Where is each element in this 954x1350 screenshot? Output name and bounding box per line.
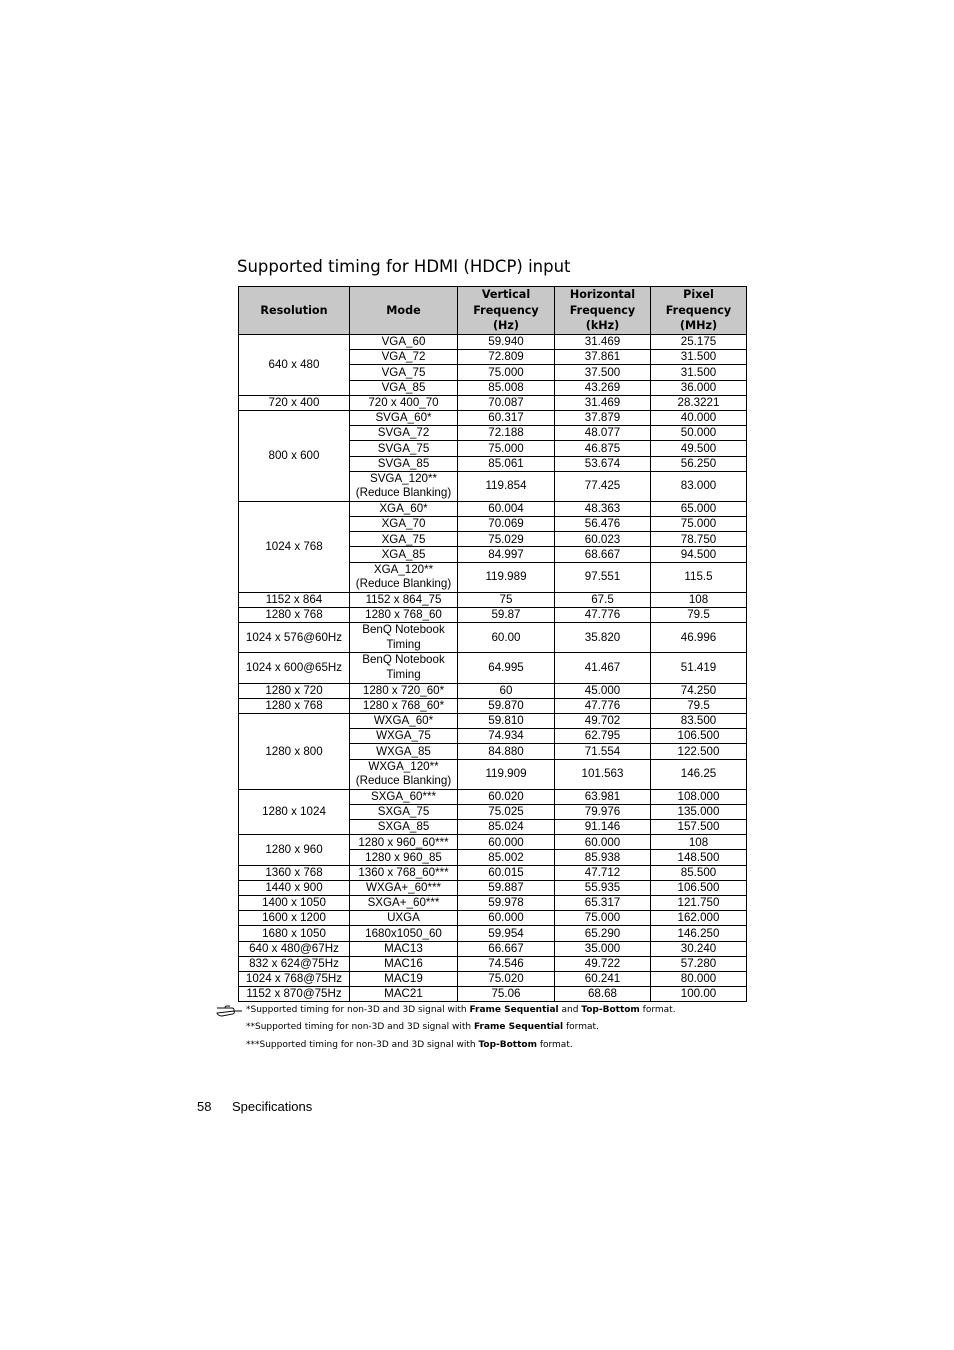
mode-cell: MAC19	[350, 971, 458, 986]
pixel-frequency-cell: 100.00	[651, 987, 747, 1002]
pixel-frequency-cell: 115.5	[651, 562, 747, 592]
mode-cell: XGA_60*	[350, 501, 458, 516]
resolution-cell: 832 x 624@75Hz	[239, 956, 350, 971]
table-row	[239, 410, 747, 425]
resolution-cell: 1280 x 768	[239, 698, 350, 713]
vertical-frequency-cell: 59.978	[458, 896, 555, 911]
table-row	[239, 835, 747, 850]
mode-cell: MAC13	[350, 941, 458, 956]
vertical-frequency-cell: 60.004	[458, 501, 555, 516]
horizontal-frequency-cell: 60.000	[555, 835, 651, 850]
horizontal-frequency-cell: 37.500	[555, 365, 651, 380]
pixel-frequency-cell: 46.996	[651, 623, 747, 653]
mode-cell: 720 x 400_70	[350, 395, 458, 410]
note-hand-icon	[216, 1005, 244, 1017]
horizontal-frequency-cell: 31.469	[555, 395, 651, 410]
horizontal-frequency-cell: 45.000	[555, 683, 651, 698]
horizontal-frequency-cell: 47.776	[555, 608, 651, 623]
horizontal-frequency-cell: 85.938	[555, 850, 651, 865]
page-number: 58	[197, 1099, 212, 1114]
vertical-frequency-cell: 59.887	[458, 880, 555, 895]
horizontal-frequency-cell: 49.702	[555, 713, 651, 728]
vertical-frequency-cell: 119.854	[458, 471, 555, 501]
pixel-frequency-cell: 146.25	[651, 759, 747, 789]
horizontal-frequency-cell: 48.363	[555, 501, 651, 516]
resolution-cell: 1152 x 870@75Hz	[239, 987, 350, 1002]
header-pixel-frequency: Pixel Frequency (MHz)	[651, 287, 747, 335]
vertical-frequency-cell: 85.008	[458, 380, 555, 395]
table-row	[239, 698, 747, 713]
table-row	[239, 926, 747, 941]
mode-cell: SXGA_60***	[350, 789, 458, 804]
horizontal-frequency-cell: 79.976	[555, 804, 651, 819]
pixel-frequency-cell: 83.000	[651, 471, 747, 501]
pixel-frequency-cell: 36.000	[651, 380, 747, 395]
table-row	[239, 896, 747, 911]
mode-cell: 1280 x 960_60***	[350, 835, 458, 850]
resolution-cell: 1680 x 1050	[239, 926, 350, 941]
mode-cell: WXGA_60*	[350, 713, 458, 728]
table-row	[239, 911, 747, 926]
table-row	[239, 941, 747, 956]
horizontal-frequency-cell: 47.712	[555, 865, 651, 880]
horizontal-frequency-cell: 37.861	[555, 350, 651, 365]
vertical-frequency-cell: 60.00	[458, 623, 555, 653]
horizontal-frequency-cell: 53.674	[555, 456, 651, 471]
header-resolution: Resolution	[239, 287, 350, 335]
pixel-frequency-cell: 57.280	[651, 956, 747, 971]
table-row	[239, 501, 747, 516]
mode-cell: MAC16	[350, 956, 458, 971]
vertical-frequency-cell: 85.024	[458, 820, 555, 835]
vertical-frequency-cell: 84.997	[458, 547, 555, 562]
table-row	[239, 971, 747, 986]
vertical-frequency-cell: 75.000	[458, 365, 555, 380]
mode-cell: 1280 x 720_60*	[350, 683, 458, 698]
vertical-frequency-cell: 75	[458, 592, 555, 607]
timing-table-body	[239, 335, 747, 1002]
table-row	[239, 987, 747, 1002]
resolution-cell: 1024 x 576@60Hz	[239, 623, 350, 653]
table-row	[239, 865, 747, 880]
vertical-frequency-cell: 85.061	[458, 456, 555, 471]
vertical-frequency-cell: 75.06	[458, 987, 555, 1002]
vertical-frequency-cell: 59.810	[458, 713, 555, 728]
mode-cell: 1680x1050_60	[350, 926, 458, 941]
horizontal-frequency-cell: 77.425	[555, 471, 651, 501]
resolution-cell: 640 x 480@67Hz	[239, 941, 350, 956]
mode-cell: WXGA_120** (Reduce Blanking)	[350, 759, 458, 789]
horizontal-frequency-cell: 75.000	[555, 911, 651, 926]
horizontal-frequency-cell: 67.5	[555, 592, 651, 607]
mode-cell: 1280 x 768_60*	[350, 698, 458, 713]
resolution-cell: 1440 x 900	[239, 880, 350, 895]
horizontal-frequency-cell: 65.317	[555, 896, 651, 911]
pixel-frequency-cell: 121.750	[651, 896, 747, 911]
pixel-frequency-cell: 108	[651, 835, 747, 850]
mode-cell: XGA_120** (Reduce Blanking)	[350, 562, 458, 592]
horizontal-frequency-cell: 68.68	[555, 987, 651, 1002]
page-title: Supported timing for HDMI (HDCP) input	[237, 257, 571, 276]
vertical-frequency-cell: 119.989	[458, 562, 555, 592]
horizontal-frequency-cell: 101.563	[555, 759, 651, 789]
pixel-frequency-cell: 106.500	[651, 880, 747, 895]
resolution-cell: 1280 x 1024	[239, 789, 350, 835]
resolution-cell: 1280 x 960	[239, 835, 350, 865]
mode-cell: XGA_70	[350, 517, 458, 532]
vertical-frequency-cell: 60.015	[458, 865, 555, 880]
mode-cell: WXGA_75	[350, 729, 458, 744]
pixel-frequency-cell: 135.000	[651, 804, 747, 819]
header-vertical-frequency: Vertical Frequency (Hz)	[458, 287, 555, 335]
horizontal-frequency-cell: 41.467	[555, 653, 651, 683]
resolution-cell: 1280 x 800	[239, 713, 350, 789]
horizontal-frequency-cell: 60.241	[555, 971, 651, 986]
vertical-frequency-cell: 75.025	[458, 804, 555, 819]
vertical-frequency-cell: 60.317	[458, 410, 555, 425]
table-row	[239, 608, 747, 623]
vertical-frequency-cell: 84.880	[458, 744, 555, 759]
pixel-frequency-cell: 79.5	[651, 698, 747, 713]
table-row	[239, 789, 747, 804]
mode-cell: 1360 x 768_60***	[350, 865, 458, 880]
table-row	[239, 653, 747, 683]
vertical-frequency-cell: 74.546	[458, 956, 555, 971]
mode-cell: MAC21	[350, 987, 458, 1002]
table-row	[239, 623, 747, 653]
mode-cell: WXGA_85	[350, 744, 458, 759]
mode-cell: BenQ Notebook Timing	[350, 623, 458, 653]
mode-cell: WXGA+_60***	[350, 880, 458, 895]
pixel-frequency-cell: 79.5	[651, 608, 747, 623]
pixel-frequency-cell: 30.240	[651, 941, 747, 956]
vertical-frequency-cell: 60.020	[458, 789, 555, 804]
horizontal-frequency-cell: 47.776	[555, 698, 651, 713]
horizontal-frequency-cell: 65.290	[555, 926, 651, 941]
mode-cell: XGA_85	[350, 547, 458, 562]
footnote-2: **Supported timing for non-3D and 3D signal with Frame Sequential format.	[246, 1022, 599, 1032]
vertical-frequency-cell: 59.940	[458, 335, 555, 350]
pixel-frequency-cell: 31.500	[651, 365, 747, 380]
vertical-frequency-cell: 75.029	[458, 532, 555, 547]
vertical-frequency-cell: 60	[458, 683, 555, 698]
horizontal-frequency-cell: 35.820	[555, 623, 651, 653]
pixel-frequency-cell: 148.500	[651, 850, 747, 865]
pixel-frequency-cell: 78.750	[651, 532, 747, 547]
resolution-cell: 1400 x 1050	[239, 896, 350, 911]
vertical-frequency-cell: 59.87	[458, 608, 555, 623]
horizontal-frequency-cell: 63.981	[555, 789, 651, 804]
mode-cell: VGA_72	[350, 350, 458, 365]
horizontal-frequency-cell: 37.879	[555, 410, 651, 425]
horizontal-frequency-cell: 31.469	[555, 335, 651, 350]
table-row	[239, 395, 747, 410]
resolution-cell: 640 x 480	[239, 335, 350, 396]
mode-cell: UXGA	[350, 911, 458, 926]
resolution-cell: 1152 x 864	[239, 592, 350, 607]
mode-cell: SVGA_85	[350, 456, 458, 471]
mode-cell: SVGA_120** (Reduce Blanking)	[350, 471, 458, 501]
mode-cell: 1152 x 864_75	[350, 592, 458, 607]
pixel-frequency-cell: 85.500	[651, 865, 747, 880]
header-mode: Mode	[350, 287, 458, 335]
pixel-frequency-cell: 40.000	[651, 410, 747, 425]
vertical-frequency-cell: 119.909	[458, 759, 555, 789]
pixel-frequency-cell: 122.500	[651, 744, 747, 759]
mode-cell: BenQ Notebook Timing	[350, 653, 458, 683]
vertical-frequency-cell: 75.020	[458, 971, 555, 986]
horizontal-frequency-cell: 55.935	[555, 880, 651, 895]
resolution-cell: 1600 x 1200	[239, 911, 350, 926]
vertical-frequency-cell: 66.667	[458, 941, 555, 956]
section-name: Specifications	[232, 1099, 313, 1114]
resolution-cell: 720 x 400	[239, 395, 350, 410]
vertical-frequency-cell: 70.069	[458, 517, 555, 532]
pixel-frequency-cell: 74.250	[651, 683, 747, 698]
pixel-frequency-cell: 94.500	[651, 547, 747, 562]
pixel-frequency-cell: 56.250	[651, 456, 747, 471]
pixel-frequency-cell: 31.500	[651, 350, 747, 365]
pixel-frequency-cell: 83.500	[651, 713, 747, 728]
table-header-row	[239, 287, 747, 335]
resolution-cell: 1280 x 720	[239, 683, 350, 698]
vertical-frequency-cell: 74.934	[458, 729, 555, 744]
vertical-frequency-cell: 72.809	[458, 350, 555, 365]
mode-cell: 1280 x 960_85	[350, 850, 458, 865]
vertical-frequency-cell: 70.087	[458, 395, 555, 410]
pixel-frequency-cell: 50.000	[651, 426, 747, 441]
resolution-cell: 1024 x 600@65Hz	[239, 653, 350, 683]
mode-cell: VGA_60	[350, 335, 458, 350]
horizontal-frequency-cell: 43.269	[555, 380, 651, 395]
horizontal-frequency-cell: 48.077	[555, 426, 651, 441]
vertical-frequency-cell: 75.000	[458, 441, 555, 456]
mode-cell: XGA_75	[350, 532, 458, 547]
mode-cell: SXGA_85	[350, 820, 458, 835]
pixel-frequency-cell: 157.500	[651, 820, 747, 835]
resolution-cell: 1024 x 768	[239, 501, 350, 592]
footnote-3: ***Supported timing for non-3D and 3D signal with Top-Bottom format.	[246, 1040, 573, 1050]
vertical-frequency-cell: 64.995	[458, 653, 555, 683]
footnote-1: *Supported timing for non-3D and 3D signal with Frame Sequential and Top-Bottom format.	[246, 1005, 676, 1015]
header-horizontal-frequency: Horizontal Frequency (kHz)	[555, 287, 651, 335]
horizontal-frequency-cell: 60.023	[555, 532, 651, 547]
timing-table	[238, 286, 747, 1002]
pixel-frequency-cell: 28.3221	[651, 395, 747, 410]
pixel-frequency-cell: 108	[651, 592, 747, 607]
vertical-frequency-cell: 60.000	[458, 835, 555, 850]
table-row	[239, 683, 747, 698]
pixel-frequency-cell: 108.000	[651, 789, 747, 804]
pixel-frequency-cell: 162.000	[651, 911, 747, 926]
mode-cell: SVGA_75	[350, 441, 458, 456]
resolution-cell: 1360 x 768	[239, 865, 350, 880]
pixel-frequency-cell: 106.500	[651, 729, 747, 744]
table-row	[239, 956, 747, 971]
horizontal-frequency-cell: 97.551	[555, 562, 651, 592]
mode-cell: SXGA+_60***	[350, 896, 458, 911]
table-row	[239, 880, 747, 895]
pixel-frequency-cell: 49.500	[651, 441, 747, 456]
resolution-cell: 800 x 600	[239, 410, 350, 501]
horizontal-frequency-cell: 35.000	[555, 941, 651, 956]
vertical-frequency-cell: 60.000	[458, 911, 555, 926]
mode-cell: SVGA_72	[350, 426, 458, 441]
horizontal-frequency-cell: 49.722	[555, 956, 651, 971]
table-row	[239, 335, 747, 350]
mode-cell: 1280 x 768_60	[350, 608, 458, 623]
pixel-frequency-cell: 80.000	[651, 971, 747, 986]
horizontal-frequency-cell: 91.146	[555, 820, 651, 835]
vertical-frequency-cell: 72.188	[458, 426, 555, 441]
horizontal-frequency-cell: 62.795	[555, 729, 651, 744]
resolution-cell: 1024 x 768@75Hz	[239, 971, 350, 986]
pixel-frequency-cell: 25.175	[651, 335, 747, 350]
pixel-frequency-cell: 51.419	[651, 653, 747, 683]
table-row	[239, 713, 747, 728]
mode-cell: SXGA_75	[350, 804, 458, 819]
resolution-cell: 1280 x 768	[239, 608, 350, 623]
table-row	[239, 592, 747, 607]
mode-cell: VGA_75	[350, 365, 458, 380]
pixel-frequency-cell: 146.250	[651, 926, 747, 941]
horizontal-frequency-cell: 56.476	[555, 517, 651, 532]
pixel-frequency-cell: 65.000	[651, 501, 747, 516]
mode-cell: SVGA_60*	[350, 410, 458, 425]
vertical-frequency-cell: 85.002	[458, 850, 555, 865]
pixel-frequency-cell: 75.000	[651, 517, 747, 532]
horizontal-frequency-cell: 68.667	[555, 547, 651, 562]
horizontal-frequency-cell: 46.875	[555, 441, 651, 456]
vertical-frequency-cell: 59.870	[458, 698, 555, 713]
horizontal-frequency-cell: 71.554	[555, 744, 651, 759]
vertical-frequency-cell: 59.954	[458, 926, 555, 941]
mode-cell: VGA_85	[350, 380, 458, 395]
